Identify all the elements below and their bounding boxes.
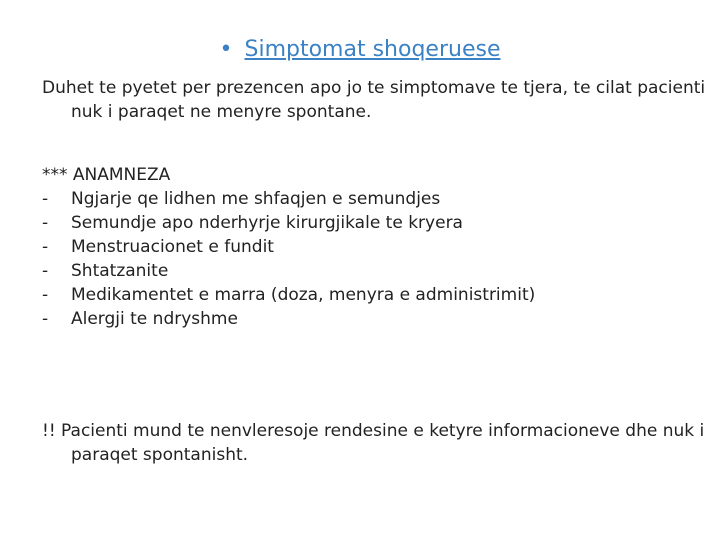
list-item-text: Semundje apo nderhyrje kirurgjikale te kryera bbox=[71, 213, 463, 233]
title-bullet: • bbox=[219, 37, 233, 62]
dash-marker: - bbox=[42, 189, 49, 209]
anamneza-list bbox=[42, 187, 682, 331]
anamneza-section bbox=[42, 163, 682, 331]
dash-marker: - bbox=[42, 309, 49, 329]
list-item bbox=[42, 211, 682, 235]
note-paragraph: !! Pacienti mund te nenvleresoje rendesine e ketyre informacioneve dhe nuk i paraqet spontanisht. bbox=[42, 421, 705, 465]
list-item-text: Alergji te ndryshme bbox=[71, 309, 238, 329]
list-item bbox=[42, 187, 682, 211]
dash-marker: - bbox=[42, 213, 49, 233]
slide-title bbox=[0, 36, 720, 64]
list-item bbox=[42, 283, 682, 307]
list-item-text: Menstruacionet e fundit bbox=[71, 237, 274, 257]
list-item bbox=[42, 235, 682, 259]
dash-marker: - bbox=[42, 261, 49, 281]
list-item-text: Shtatzanite bbox=[71, 261, 169, 281]
dash-marker: - bbox=[42, 285, 49, 305]
dash-marker: - bbox=[42, 237, 49, 257]
list-item-text: Medikamentet e marra (doza, menyra e administrimit) bbox=[71, 285, 536, 305]
list-item-text: Ngjarje qe lidhen me shfaqjen e semundjes bbox=[71, 189, 441, 209]
list-item bbox=[42, 259, 682, 283]
list-item bbox=[42, 307, 682, 331]
title-link[interactable]: Simptomat shoqeruese bbox=[244, 37, 501, 62]
intro-paragraph: Duhet te pyetet per prezencen apo jo te simptomave te tjera, te cilat pacienti nuk i paraqet ne menyre spontane. bbox=[42, 78, 706, 122]
anamneza-heading: *** ANAMNEZA bbox=[42, 165, 171, 185]
